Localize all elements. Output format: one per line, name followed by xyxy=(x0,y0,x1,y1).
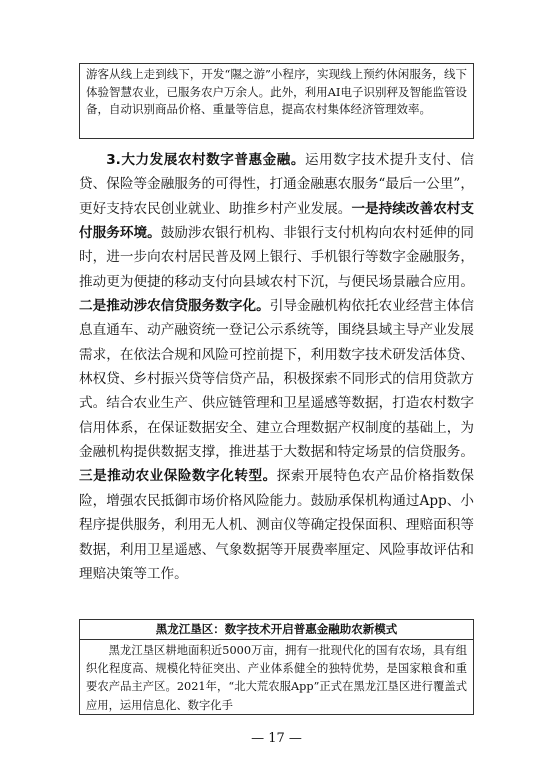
point2-title: 二是推动涉农信贷服务数字化。 xyxy=(79,298,270,315)
point1-text: 鼓励涉农银行机构、非银行支付机构向农村延伸的同时，进一步向农村居民普及网上银行、手机银行等数字金融服务，推动更为便捷的移动支付向县域农村下沉，与便民场景融合应用。 xyxy=(79,225,475,290)
case-box-bottom-text: 黑龙江垦区耕地面积近5000万亩，拥有一批现代化的国有农场，具有组织化程度高、规模化特征突出、产业体系健全的独特优势，是国家粮食和重要农产品主产区。2021年，“北大荒农服App”正式在黑龙江垦区进行覆盖式应用，运用信息化、数字化手 xyxy=(86,644,467,712)
section-paragraph xyxy=(79,148,474,586)
case-box-title: 黑龙江垦区：数字技术开启普惠金融助农新模式 xyxy=(80,620,473,640)
point2-text: 引导金融机构依托农业经营主体信息直通车、动产融资统一登记公示系统等，围绕县域主导产业发展需求，在依法合规和风险可控前提下，利用数字技术研发活体贷、林权贷、乡村振兴贷等信贷产品，积极探索不同形式的信用贷款方式。结合农业生产、供应链管理和卫星遥感等数据，打造农村数字信用体系，在保证数据安全、建立合理数据产权制度的基础上，为金融机构提供数据支撑，推进基于大数据和特定场景的信贷服务。 xyxy=(79,298,474,461)
page-number: — 17 — xyxy=(251,731,302,746)
case-box-bottom xyxy=(79,619,474,715)
case-box-top xyxy=(79,63,474,139)
point3-text: 探索开展特色农产品价格指数保险，增强农民抵御市场价格风险能力。鼓励承保机构通过App、小程序提供服务，利用无人机、测亩仪等确定投保面积、理赔面积等数据，利用卫星遥感、气象数据等开展费率厘定、风险事故评估和理赔决策等工作。 xyxy=(79,468,474,582)
point3-title: 三是推动农业保险数字化转型。 xyxy=(79,468,277,485)
section-intro: 运用数字技术提升支付、信贷、保险等金融服务的可得性，打通金融惠农服务“最后一公里”，更好支持农民创业就业、助推乡村产业发展。 xyxy=(79,152,475,217)
section-heading: 3.大力发展农村数字普惠金融。 xyxy=(106,152,306,168)
main-body xyxy=(79,148,474,586)
point1-title: 一是持续改善农村支付服务环境。 xyxy=(79,200,475,242)
case-box-top-text: 游客从线上走到线下，开发“隰之游”小程序，实现线上预约休闲服务，线下体验智慧农业，已服务农户万余人。此外，利用AI电子识别秤及智能监管设备，自动识别商品价格、重量等信息，提高农村集体经济管理效率。 xyxy=(86,67,467,117)
